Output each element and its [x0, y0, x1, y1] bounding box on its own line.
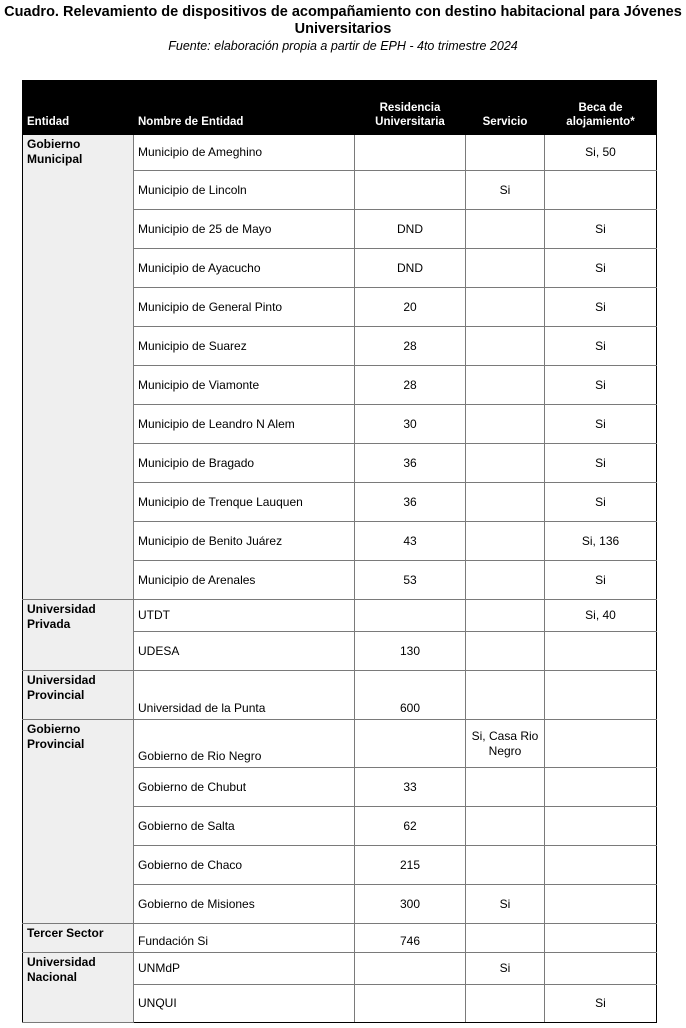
servicio-cell: [466, 135, 545, 171]
residencia-cell: 53: [355, 561, 466, 600]
table-row: [23, 720, 657, 768]
residencia-cell: 746: [355, 924, 466, 953]
residencia-cell: 28: [355, 366, 466, 405]
residencia-cell: 130: [355, 632, 466, 671]
nombre-cell: Municipio de Viamonte: [134, 366, 355, 405]
nombre-cell: Universidad de la Punta: [134, 671, 355, 720]
nombre-cell: Municipio de General Pinto: [134, 288, 355, 327]
entidad-cell: Tercer Sector: [23, 924, 134, 953]
residencia-cell: 62: [355, 807, 466, 846]
residencia-cell: 600: [355, 671, 466, 720]
residencia-cell: [355, 985, 466, 1023]
beca-cell: [545, 720, 657, 768]
entidad-cell: Universidad Privada: [23, 600, 134, 671]
beca-cell: Si: [545, 561, 657, 600]
entidad-cell: Gobierno Municipal: [23, 135, 134, 600]
servicio-cell: [466, 561, 545, 600]
nombre-cell: Municipio de Lincoln: [134, 171, 355, 210]
nombre-cell: Municipio de Arenales: [134, 561, 355, 600]
servicio-cell: [466, 444, 545, 483]
nombre-cell: Gobierno de Rio Negro: [134, 720, 355, 768]
servicio-cell: [466, 483, 545, 522]
nombre-cell: Municipio de Suarez: [134, 327, 355, 366]
nombre-cell: Municipio de 25 de Mayo: [134, 210, 355, 249]
table-body: [23, 135, 657, 1023]
nombre-cell: Municipio de Ayacucho: [134, 249, 355, 288]
table-title: Cuadro. Relevamiento de dispositivos de acompañamiento con destino habitacional para Jóvenes Universitarios: [4, 4, 682, 37]
col-header-entidad: Entidad: [23, 81, 134, 135]
nombre-cell: Gobierno de Chubut: [134, 768, 355, 807]
beca-cell: Si: [545, 405, 657, 444]
beca-cell: [545, 768, 657, 807]
servicio-cell: [466, 522, 545, 561]
servicio-cell: [466, 288, 545, 327]
beca-cell: [545, 171, 657, 210]
beca-cell: Si: [545, 985, 657, 1023]
col-header-residencia: Residencia Universitaria: [355, 81, 466, 135]
beca-cell: [545, 671, 657, 720]
table-row: [23, 671, 657, 720]
residencia-cell: 300: [355, 885, 466, 924]
residencia-cell: 28: [355, 327, 466, 366]
servicio-cell: Si: [466, 171, 545, 210]
servicio-cell: [466, 807, 545, 846]
table-row: [23, 953, 657, 985]
col-header-beca: Beca de alojamiento*: [545, 81, 657, 135]
col-header-nombre: Nombre de Entidad: [134, 81, 355, 135]
nombre-cell: UNQUI: [134, 985, 355, 1023]
residencia-cell: 20: [355, 288, 466, 327]
residencia-cell: [355, 953, 466, 985]
beca-cell: Si: [545, 210, 657, 249]
servicio-cell: [466, 600, 545, 632]
beca-cell: Si, 136: [545, 522, 657, 561]
beca-cell: [545, 632, 657, 671]
servicio-cell: [466, 366, 545, 405]
nombre-cell: Fundación Si: [134, 924, 355, 953]
servicio-cell: [466, 846, 545, 885]
residencia-cell: 36: [355, 483, 466, 522]
nombre-cell: Municipio de Ameghino: [134, 135, 355, 171]
nombre-cell: UNMdP: [134, 953, 355, 985]
servicio-cell: [466, 985, 545, 1023]
residencia-cell: 36: [355, 444, 466, 483]
residencia-cell: 215: [355, 846, 466, 885]
beca-cell: [545, 953, 657, 985]
servicio-cell: [466, 249, 545, 288]
servicio-cell: [466, 632, 545, 671]
residencia-cell: [355, 171, 466, 210]
nombre-cell: Municipio de Bragado: [134, 444, 355, 483]
beca-cell: [545, 846, 657, 885]
nombre-cell: Gobierno de Salta: [134, 807, 355, 846]
residencia-cell: 43: [355, 522, 466, 561]
servicio-cell: Si: [466, 953, 545, 985]
residencia-cell: DND: [355, 249, 466, 288]
beca-cell: Si: [545, 366, 657, 405]
servicio-cell: [466, 327, 545, 366]
residencia-cell: [355, 600, 466, 632]
beca-cell: [545, 807, 657, 846]
table-row: [23, 924, 657, 953]
table-header: [23, 81, 657, 135]
nombre-cell: Municipio de Trenque Lauquen: [134, 483, 355, 522]
beca-cell: Si: [545, 288, 657, 327]
beca-cell: [545, 885, 657, 924]
entidad-cell: Gobierno Provincial: [23, 720, 134, 924]
devices-table: [22, 80, 657, 1023]
beca-cell: Si, 50: [545, 135, 657, 171]
servicio-cell: [466, 405, 545, 444]
header-row: [23, 81, 657, 135]
beca-cell: Si: [545, 249, 657, 288]
table-row: [23, 600, 657, 632]
col-header-servicio: Servicio: [466, 81, 545, 135]
beca-cell: Si: [545, 483, 657, 522]
residencia-cell: DND: [355, 210, 466, 249]
residencia-cell: [355, 720, 466, 768]
nombre-cell: Gobierno de Chaco: [134, 846, 355, 885]
residencia-cell: [355, 135, 466, 171]
servicio-cell: [466, 924, 545, 953]
servicio-cell: [466, 210, 545, 249]
nombre-cell: UDESA: [134, 632, 355, 671]
table-source: Fuente: elaboración propia a partir de EPH - 4to trimestre 2024: [168, 39, 518, 53]
servicio-cell: [466, 768, 545, 807]
servicio-cell: [466, 671, 545, 720]
beca-cell: Si: [545, 327, 657, 366]
entidad-cell: Universidad Nacional: [23, 953, 134, 1023]
nombre-cell: Gobierno de Misiones: [134, 885, 355, 924]
residencia-cell: 33: [355, 768, 466, 807]
nombre-cell: UTDT: [134, 600, 355, 632]
nombre-cell: Municipio de Benito Juárez: [134, 522, 355, 561]
beca-cell: Si: [545, 444, 657, 483]
title-block: [0, 4, 686, 54]
nombre-cell: Municipio de Leandro N Alem: [134, 405, 355, 444]
entidad-cell: Universidad Provincial: [23, 671, 134, 720]
servicio-cell: Si, Casa Rio Negro: [466, 720, 545, 768]
servicio-cell: Si: [466, 885, 545, 924]
beca-cell: Si, 40: [545, 600, 657, 632]
table-row: [23, 135, 657, 171]
beca-cell: [545, 924, 657, 953]
residencia-cell: 30: [355, 405, 466, 444]
